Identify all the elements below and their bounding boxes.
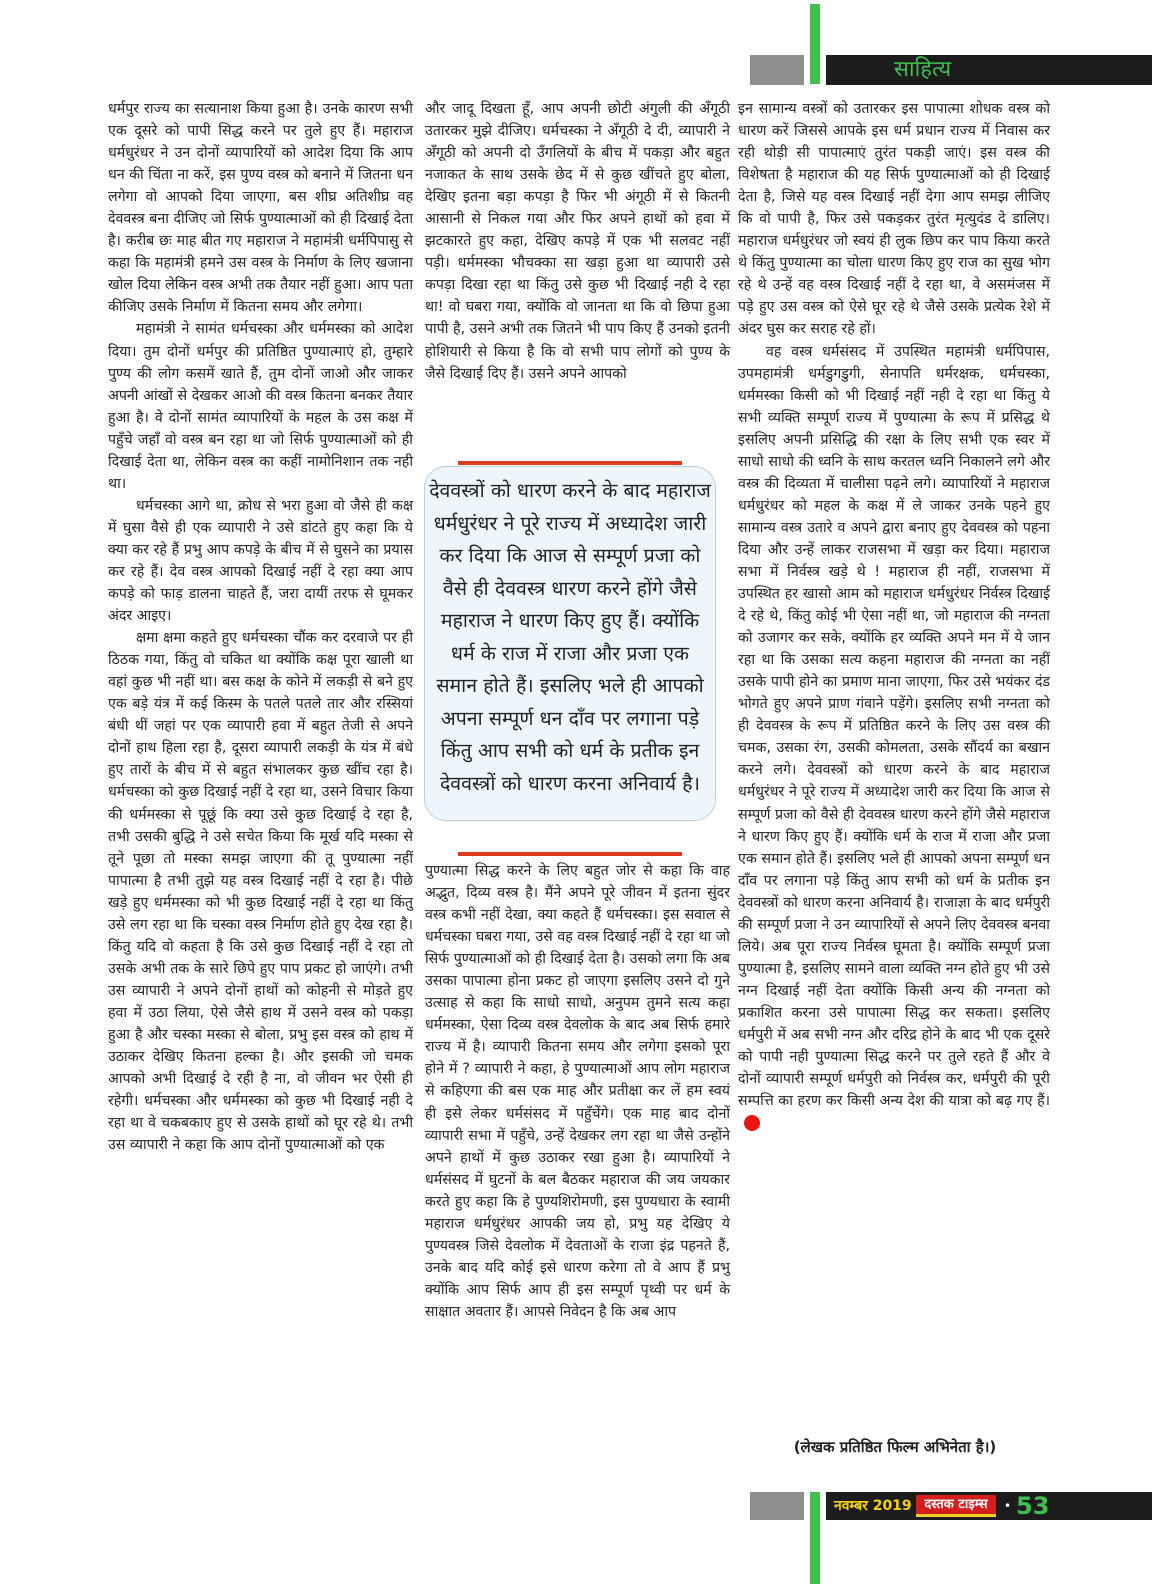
pull-quote-top-rule [458,461,682,465]
article-column-1 [108,98,413,1156]
footer-green-bar [810,1492,820,1584]
footer-separator: • [1004,1499,1012,1513]
footer-gray-block [750,1492,804,1520]
article-column-3 [738,98,1050,1134]
paragraph-text: वह वस्त्र धर्मसंसद में उपस्थित महामंत्री धर्मपिपास, उपमहामंत्री धर्मडुगडुगी, सेनापति धर्मरक्षक, धर्मचस्का, धर्ममस्का किसी को भी दिखाई नहीं नही दे रहा था किंतु ये सभी व्यक्ति सम्पूर्ण राज्य में पुण्यात्मा के रूप में प्रसिद्ध थे इसलिए अपनी प्रसिद्धि की रक्षा के लिए सभी एक स्वर में साधो साधो की ध्वनि के साथ करतल ध्वनि निकालने लगे और वस्त्र की दिव्यता में चालीसा पढ़ने लगे। व्यापारियों ने महाराज धर्मधुरंधर को महल के कक्ष में ले जाकर उनके पहने हुए सामान्य वस्त्र उतारे व अपने द्वारा बनाए हुए देववस्त्र को पहना दिया और उन्हें लाकर राजसभा में खड़ा कर दिया। महाराज सभा में निर्वस्त्र खड़े थे ! महाराज ही नहीं, राजसभा में उपस्थित हर खासो आम को महाराज धर्मधुरंधर निर्वस्त्र दिखाई दे रहे थे, किंतु कोई भी ऐसा नहीं था, जो महाराज की नग्नता को उजागर कर सके, क्योंकि हर व्यक्ति अपने मन में ये जान रहा था कि उसका सत्य कहना महाराज की नग्नता का नहीं उसके पापी होने का प्रमाण माना जाएगा, फिर उसे भयंकर दंड भोगते हुए अपने प्राण गंवाने पड़ेंगे। इसलिए सभी नग्नता को ही देववस्त्र के रूप में प्रतिष्ठित करने के लिए उस वस्त्र की चमक, उसका रंग, उसकी कोमलता, उसके सौंदर्य का बखान करने लगे। देववस्त्रों को धारण करने के बाद महाराज धर्मधुरंधर ने पूरे राज्य में अध्यादेश जारी कर दिया कि आज से सम्पूर्ण प्रजा को वैसे ही देववस्त्र धारण करने होंगे जैसे महाराज ने धारण किए हुए हैं। क्योंकि धर्म के राज में राजा और प्रजा एक समान होते हैं। इसलिए भले ही आपको अपना सम्पूर्ण धन दाँव पर लगाना पड़े किंतु आप सभी को धर्म के प्रतीक इन देववस्त्रों को धारण करना अनिवार्य है। राजाज्ञा के बाद धर्मपुरी की सम्पूर्ण प्रजा ने उन व्यापारियों से अपने लिए देववस्त्र बनवा लिये। अब पूरा राज्य निर्वस्त्र घूमता है। क्योंकि सम्पूर्ण प्रजा पुण्यात्मा है, इसलिए सामने वाला व्यक्ति नग्न होते हुए भी उसे नग्न दिखाई नहीं देता क्योंकि किसी अन्य की नग्नता को प्रकाशित करना उसे पापात्मा सिद्ध कर सकता। इसलिए धर्मपुरी में अब सभी नग्न और दरिद्र होने के बाद भी एक दूसरे को पापी नही पुण्यात्मा सिद्ध करने पर तुले रहते हैं और वे दोनों व्यापारी सम्पूर्ण धर्मपुरी को निर्वस्त्र कर, धर्मपुरी की पूरी सम्पत्ति का हरण कर किसी अन्य देश की यात्रा को बढ़ गए हैं। [738,343,1050,1110]
paragraph: धर्मपुर राज्य का सत्यानाश किया हुआ है। उनके कारण सभी एक दूसरे को पापी सिद्ध करने पर तुले हुए हैं। महाराज धर्मधुरंधर ने उन दोनों व्यापारियों को आदेश दिया कि आप धन की चिंता ना करें, इस पुण्य वस्त्र को बनाने में जितना धन लगेगा वो आपको दिया जाएगा, बस शीघ्र अतिशीघ्र वह देववस्त्र बना दीजिए जो सिर्फ पुण्यात्माओं को ही दिखाई देता है। करीब छः माह बीत गए महाराज ने महामंत्री धर्मपिपासु से कहा कि महामंत्री हमने उस वस्त्र के निर्माण के लिए खजाना खोल दिया लेकिन वस्त्र अभी तक तैयार नहीं हुआ। आप पता कीजिए उसके निर्माण में कितना समय और लगेगा। [108,101,413,316]
pull-quote-text: देववस्त्रों को धारण करने के बाद महाराज धर्मधुरंधर ने पूरे राज्य में अध्यादेश जारी कर दिया कि आज से सम्पूर्ण प्रजा को वैसे ही देववस्त्र धारण करने होंगे जैसे महाराज ने धारण किए हुए हैं। क्योंकि धर्म के राज में राजा और प्रजा एक समान होते हैं। इसलिए भले ही आपको अपना सम्पूर्ण धन दाँव पर लगाना पड़े किंतु आप सभी को धर्म के प्रतीक इन देववस्त्रों को धारण करना अनिवार्य है। [429,479,711,795]
top-green-bar [810,4,820,84]
paragraph [738,341,1050,1135]
magazine-logo: दस्तक टाइम्स [916,1495,996,1517]
section-label: साहित्य [894,57,952,82]
page-number: 53 [1016,1492,1050,1520]
pull-quote [424,466,716,821]
paragraph: क्षमा क्षमा कहते हुए धर्मचस्का चौंक कर दरवाजे पर ही ठिठक गया, किंतु वो चकित था क्योंकि कक्ष पूरा खाली था वहां कुछ भी नहीं था। बस कक्ष के कोने में लकड़ी से बने हुए एक बड़े यंत्र में कई किस्म के पतले पतले तार और रस्सियां बंधी थीं जहां पर एक व्यापारी हवा में बहुत तेजी से अपने दोनों हाथ हिला रहा है, दूसरा व्यापारी लकड़ी के यंत्र में बंधे हुए तारों के बीच में से बहुत संभालकर कुछ खींच रहा है। धर्मचस्का को कुछ दिखाई नहीं दे रहा था, उसने विचार किया की धर्ममस्का से पूछूं कि क्या उसे कुछ दिखाई दे रहा है, तभी उसकी बुद्धि ने उसे सचेत किया कि मूर्ख यदि मस्का से तूने पूछा तो मस्का समझ जाएगा की तू पुण्यात्मा नहीं पापात्मा है तभी तुझे यह वस्त्र दिखाई नहीं दे रहा है। पीछे खड़े हुए धर्ममस्का को भी कुछ दिखाई नहीं दे रहा था किंतु उसे लग रहा था कि चस्का वस्त्र निर्माण होते हुए देख रहा है। किंतु यदि वो कहता है कि उसे कुछ दिखाई नहीं दे रहा तो उसके अभी तक के सारे छिपे हुए पाप प्रकट हो जाएंगे। तभी उस व्यापारी ने अपने दोनों हाथों को कोहनी से मोड़ते हुए हवा में उठा लिया, ऐसे जैसे हाथ में उसने वस्त्र को पकड़ा हुआ है और चस्का मस्का से बोला, प्रभु इस वस्त्र को हाथ में उठाकर देखिए कितना हल्का है। और इसकी जो चमक आपको अभी दिखाई दे रही है ना, वो जीवन भर ऐसी ही रहेगी। धर्मचस्का और धर्ममस्का को कुछ भी दिखाई नही दे रहा था वे चकबकाए हुए से उसके हाथों को घूर रहे थे। तभी उस व्यापारी ने कहा कि आप दोनों पुण्यात्माओं को एक [108,630,413,1154]
paragraph: पुण्यात्मा सिद्ध करने के लिए बहुत जोर से कहा कि वाह अद्भुत, दिव्य वस्त्र है। मैंने अपने पूरे जीवन में इतना सुंदर वस्त्र कभी नहीं देखा, क्या कहते हैं धर्मचस्का। इस सवाल से धर्मचस्का घबरा गया, उसे वह वस्त्र दिखाई नहीं दे रहा था जो सिर्फ पुण्यात्माओं को ही दिखाई देता है। उसको लगा कि अब उसका पापात्मा होना प्रकट हो जाएगा इसलिए उसने दो गुने उत्साह से कहा कि साधो साधो, अनुपम तुमने सत्य कहा धर्ममस्का, ऐसा दिव्य वस्त्र देवलोक के बाद अब सिर्फ हमारे राज्य में है। व्यापारी कितना समय और लगेगा इसको पूरा होने में ? व्यापारी ने कहा, हे पुण्यात्माओं आप लोग महाराज से कहिएगा की बस एक माह और प्रतीक्षा कर लें हम स्वयं ही इसे लेकर धर्मसंसद में पहुँचेंगे। एक माह बाद दोनों व्यापारी सभा में पहुँचे, उन्हें देखकर लग रहा था जैसे उन्होंने अपने हाथों में कुछ उठाकर रखा हुआ है। व्यापारियों ने धर्मसंसद में घुटनों के बल बैठकर महाराज की जय जयकार करते हुए कहा कि हे पुण्यशिरोमणी, इस पुण्यधारा के स्वामी महाराज धर्मधुरंधर आपकी जय हो, प्रभु यह देखिए ये पुण्यवस्त्र जिसे देवलोक में देवताओं के राजा इंद्र पहनते हैं, उनके बाद यदि कोई इसे धारण करेगा तो वे आप हैं प्रभु क्योंकि आप सिर्फ आप ही इस सम्पूर्ण पृथ्वी पर धर्म के साक्षात अवतार हैं। आपसे निवेदन है कि अब आप [425,863,730,1320]
top-gray-block [750,55,804,85]
paragraph: महामंत्री ने सामंत धर्मचस्का और धर्ममस्का को आदेश दिया। तुम दोनों धर्मपुर की प्रतिष्ठित पुण्यात्माएं हो, तुम्हारे पुण्य की लोग कसमें खाते हैं, तुम दोनों जाओ और जाकर अपनी आंखों से देखकर आओ की वस्त्र कितना बनकर तैयार हुआ है। वे दोनों सामंत व्यापारियों के महल के उस कक्ष में पहुँचे जहाँ वो वस्त्र बन रहा था जो सिर्फ पुण्यात्माओं को ही दिखाई देता था, लेकिन वस्त्र का कहीं नामोनिशान तक नही था। [108,321,413,492]
issue-date: नवम्बर 2019 [834,1498,912,1514]
author-byline: (लेखक प्रतिष्ठित फिल्म अभिनेता है।) [793,1438,997,1456]
paragraph: इन सामान्य वस्त्रों को उतारकर इस पापात्मा शोधक वस्त्र को धारण करें जिससे आपके इस धर्म प्रधान राज्य में निवास कर रही थोड़ी सी पापात्माएं तुरंत पकड़ी जाएं। इस वस्त्र की विशेषता है महाराज की यह सिर्फ पुण्यात्माओं को ही दिखाई देता है, जिसे यह वस्त्र दिखाई नहीं देगा आप समझ लीजिए कि वो पापी है, फिर उसे पकड़कर तुरंत मृत्युदंड दे डालिए। महाराज धर्मधुरंधर जो स्वयं ही लुक छिप कर पाप किया करते थे किंतु पुण्यात्मा का चोला धारण किए हुए राज का सुख भोग रहे थे उन्हें वह वस्त्र दिखाई नहीं दे रहा था, वे असमंजस में पड़े हुए उस वस्त्र को ऐसे घूर रहे थे जैसे उसके प्रत्येक रेशे में अंदर घुस कर सराह रहे हों। [738,101,1050,338]
paragraph: धर्मचस्का आगे था, क्रोध से भरा हुआ वो जैसे ही कक्ष में घुसा वैसे ही एक व्यापारी ने उसे डांटते हुए कहा कि ये क्या कर रहे हैं प्रभु आप कपड़े के बीच में से घुसने का प्रयास कर रहे हैं। देव वस्त्र आपको दिखाई नहीं दे रहा क्या आप कपड़े को फाड़ डालना चाहते हैं, जरा दायीं तरफ से घूमकर अंदर आइए। [108,497,413,625]
paragraph: और जादू दिखता हूँ, आप अपनी छोटी अंगुली की अँगूठी उतारकर मुझे दीजिए। धर्मचस्का ने अँगूठी दे दी, व्यापारी ने अँगूठी को अपनी दो उँगलियों के बीच में पकड़ा और बहुत नजाकत के साथ उसके छेद में से कुछ खींचते हुए बोला, देखिए इतना बड़ा कपड़ा है फिर भी अंगूठी में से कितनी आसानी से निकल गया और फिर अपने हाथों को हवा में झटकारते हुए कहा, देखिए कपड़े में एक भी सलवट नहीं पड़ी। धर्ममस्का भौचक्का सा खड़ा हुआ था व्यापारी उसे कपड़ा दिखा रहा था किंतु उसे कुछ भी दिखाई नही दे रहा था! वो घबरा गया, क्योंकि वो जानता था कि वो छिपा हुआ पापी है, उसने अभी तक जितने भी पाप किए हैं उनको इतनी होशियारी से किया है कि वो सभी पाप लोगों को पुण्य के जैसे दिखाई दिए हैं। उसने अपने आपको [425,101,730,382]
article-column-2-top [425,98,730,385]
article-column-2-bottom [425,860,730,1323]
pull-quote-bottom-rule [458,852,682,856]
end-mark-icon [744,1115,760,1131]
